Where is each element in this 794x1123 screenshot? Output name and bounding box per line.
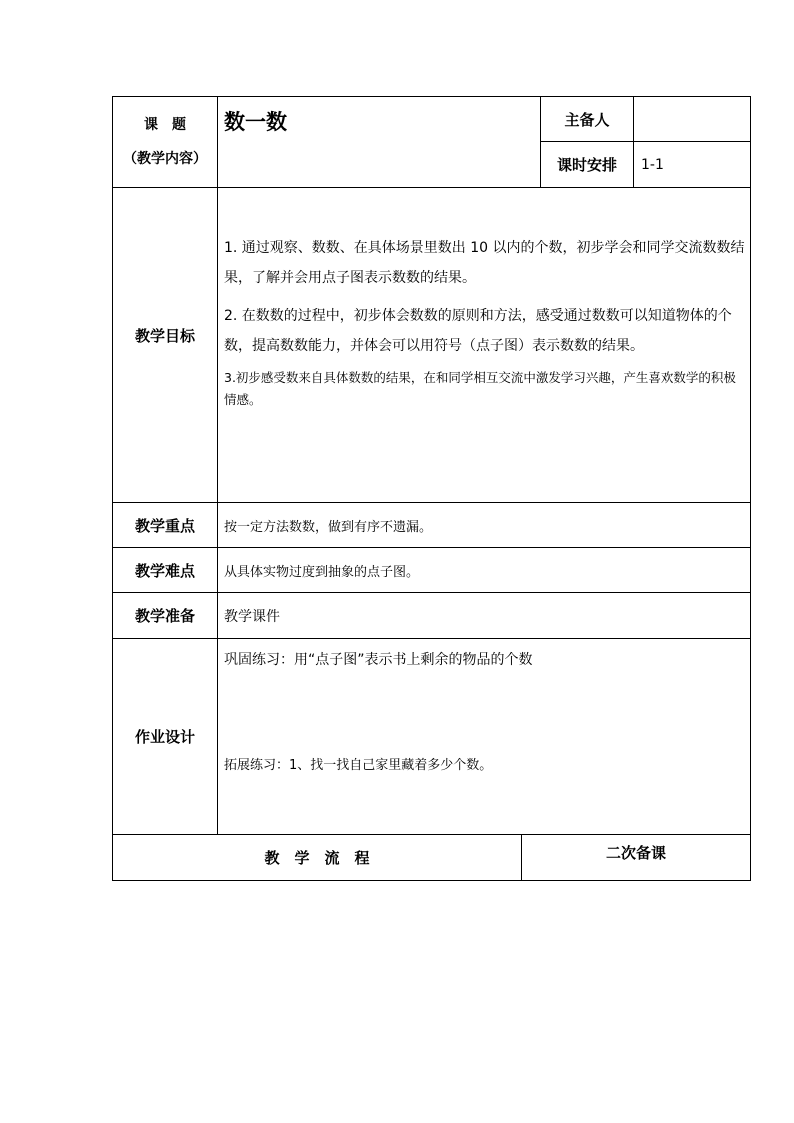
- preparation-label-cell: [113, 593, 217, 638]
- process-label-cell: [113, 835, 521, 880]
- schedule-value: 1-1: [641, 156, 664, 173]
- preparer-label: 主备人: [564, 110, 610, 129]
- consolidation-text: 巩固练习：用“点子图”表示书上剩余的物品的个数: [224, 652, 533, 668]
- preparation-value-cell: [224, 593, 746, 638]
- topic-sublabel: （教学内容）: [123, 151, 207, 167]
- schedule-label: 课时安排: [556, 156, 617, 174]
- objectives-label-cell: [113, 188, 217, 502]
- homework-consolidation: [224, 649, 746, 669]
- topic-label-cell: [113, 97, 217, 187]
- key-points-label-cell: [113, 503, 217, 547]
- second-prep-label-cell: [522, 842, 750, 863]
- objective-item-1: 1. 通过观察、数数、在具体场景里数出 10 以内的个数，初步学会和同学交流数数结果，了解并会用点子图表示数数的结果。: [224, 240, 745, 286]
- homework-label-cell: [113, 639, 217, 834]
- difficulties-value-cell: [224, 548, 746, 592]
- extension-text: 拓展练习：1、找一找自己家里藏着多少个数。: [224, 758, 493, 773]
- schedule-label-cell: [541, 142, 633, 187]
- objectives-content: [224, 233, 746, 411]
- column-divider-label: [217, 96, 218, 834]
- preparer-value-cell: [641, 97, 749, 141]
- difficulties-label-cell: [113, 548, 217, 592]
- topic-label: 课 题: [144, 117, 186, 133]
- preparation-label: 教学准备: [134, 607, 195, 625]
- homework-extension: [224, 754, 746, 773]
- difficulties-label: 教学难点: [134, 561, 195, 580]
- preparer-label-cell: [541, 97, 633, 141]
- table-border-bottom: [112, 880, 751, 881]
- difficulties-value: 从具体实物过度到抽象的点子图。: [224, 564, 420, 580]
- key-points-value-cell: [224, 503, 746, 547]
- page-title: 数一数: [224, 110, 287, 134]
- objective-item-3: 3.初步感受数来自具体数数的结果，在和同学相互交流中激发学习兴趣，产生喜欢数学的积极情感。: [224, 370, 736, 407]
- schedule-value-cell: [641, 142, 749, 187]
- table-border-right: [750, 96, 751, 881]
- homework-label: 作业设计: [134, 728, 195, 746]
- second-prep-label: 二次备课: [605, 844, 666, 862]
- lesson-title-cell: [224, 106, 534, 146]
- process-label: 教 学 流 程: [264, 849, 370, 867]
- key-points-label: 教学重点: [134, 516, 195, 535]
- key-points-value: 按一定方法数数，做到有序不遗漏。: [224, 519, 433, 535]
- column-divider-meta: [633, 96, 634, 187]
- preparation-value: 教学课件: [224, 608, 280, 625]
- objective-item-2: 2. 在数数的过程中，初步体会数数的原则和方法，感受通过数数可以知道物体的个数，提高数数能力，并体会可以用符号（点子图）表示数数的结果。: [224, 308, 732, 354]
- objectives-label: 教学目标: [134, 326, 195, 345]
